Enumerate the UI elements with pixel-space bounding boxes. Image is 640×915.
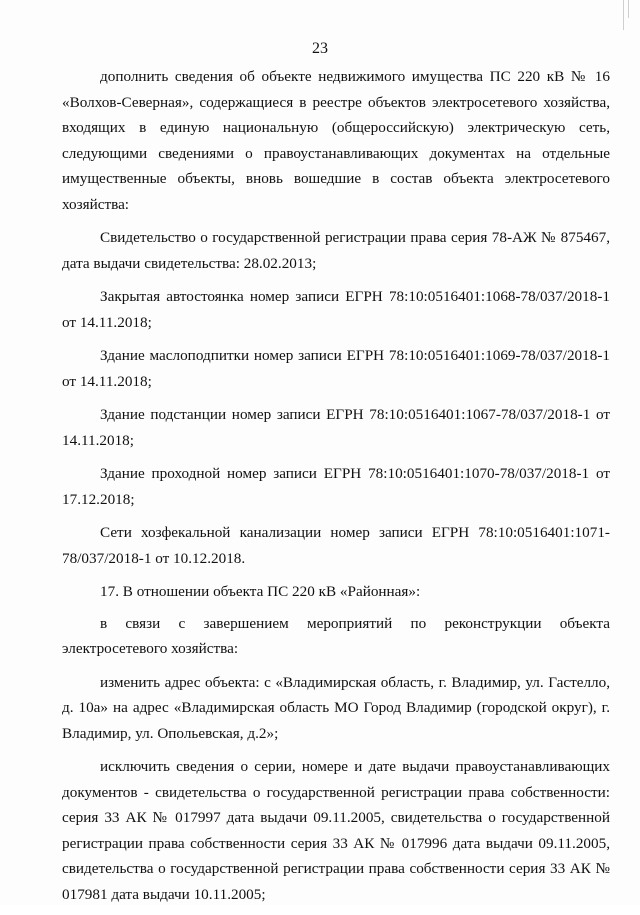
section-heading: 17. В отношении объекта ПС 220 кВ «Районная»: — [100, 583, 421, 600]
paragraph: Здание подстанции номер записи ЕГРН 78:10:0516401:1067-78/037/2018-1 от 14.11.2018; — [62, 406, 610, 449]
scan-artifact — [623, 0, 624, 30]
paragraph: Сети хозфекальной канализации номер записи ЕГРН 78:10:0516401:1071-78/037/2018-1 от 10.12.2018. — [62, 524, 610, 567]
scan-artifact — [628, 0, 629, 18]
paragraph: Здание маслоподпитки номер записи ЕГРН 78:10:0516401:1069-78/037/2018-1 от 14.11.2018; — [62, 347, 610, 390]
paragraph: исключить сведения о серии, номере и дате выдачи правоустанавливающих документов - свидетельства о государственной регистрации права собственности: серия 33 АК № 017997 дата выдачи 09.11.2005, свидетельства о государственной регистрации права собственности серия 33 АК № 017996 дата выдачи 09.11.2005, свидетельства о государственной регистрации права собственности серия 33 АК № 017981 дата выдачи 10.11.2005; — [62, 758, 610, 903]
page-number: 23 — [312, 40, 328, 57]
paragraph: дополнить сведения об объекте недвижимого имущества ПС 220 кВ № 16 «Волхов-Северная», содержащиеся в реестре объектов электросетевого хозяйства, входящих в единую национальную (общероссийскую) электрическую сеть, следующими сведениями о правоустанавливающих документах на отдельные имущественные объекты, вновь вошедшие в состав объекта электросетевого хозяйства: — [62, 68, 610, 213]
paragraph: в связи с завершением мероприятий по реконструкции объекта электросетевого хозяйства: — [62, 614, 610, 657]
paragraph: изменить адрес объекта: с «Владимирская область, г. Владимир, ул. Гастелло, д. 10а» на адрес «Владимирская область МО Город Владимир (городской округ), г. Владимир, ул. Опольевская, д.2»; — [62, 673, 610, 742]
document-body — [62, 64, 610, 915]
paragraph: Здание проходной номер записи ЕГРН 78:10:0516401:1070-78/037/2018-1 от 17.12.2018; — [62, 465, 610, 508]
paragraph: Свидетельство о государственной регистрации права серия 78-АЖ № 875467, дата выдачи свидетельства: 28.02.2013; — [62, 229, 610, 272]
paragraph: Закрытая автостоянка номер записи ЕГРН 78:10:0516401:1068-78/037/2018-1 от 14.11.2018; — [62, 288, 610, 331]
